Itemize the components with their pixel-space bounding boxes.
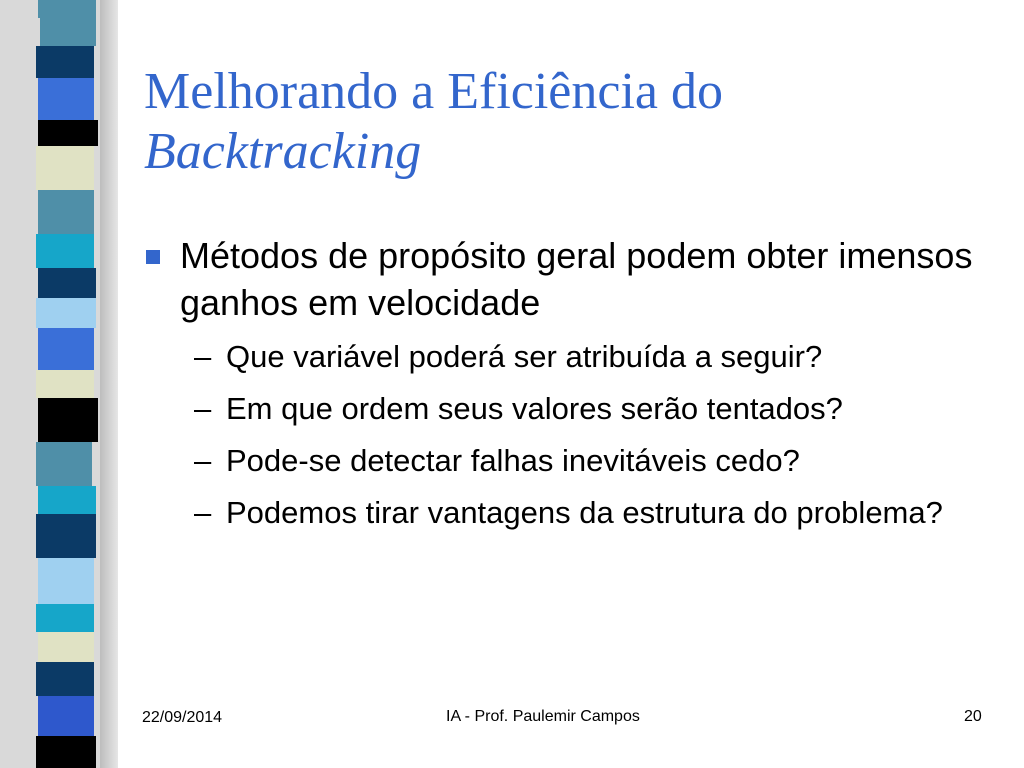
- stripe-block: [36, 662, 94, 696]
- bullet-list: [144, 232, 1014, 544]
- stripe-block: [38, 398, 98, 442]
- stripe-block: [36, 146, 94, 190]
- slide-title-line1: Melhorando a Eficiência do: [144, 63, 723, 120]
- stripe-block: [38, 696, 94, 736]
- dash-marker: –: [194, 391, 212, 426]
- dash-marker: –: [194, 339, 212, 374]
- sub-bullet-text: Podemos tirar vantagens da estrutura do problema?: [226, 495, 943, 530]
- dash-marker: –: [194, 443, 212, 478]
- slide-title-line2: Backtracking: [144, 123, 422, 180]
- sub-bullet-text: Em que ordem seus valores serão tentados?: [226, 391, 843, 426]
- stripe-block: [36, 736, 96, 768]
- stripe-block: [38, 558, 94, 604]
- sub-bullet-item: [144, 336, 1014, 377]
- stripe-block: [38, 0, 96, 18]
- sub-bullet-item: [144, 388, 1014, 429]
- stripe-block: [36, 604, 94, 632]
- stripe-block: [36, 234, 94, 268]
- decorative-stripe: [0, 0, 118, 768]
- dash-marker: –: [194, 495, 212, 530]
- square-bullet-icon: [146, 250, 160, 264]
- stripe-block: [36, 298, 96, 328]
- stripe-block: [36, 514, 96, 558]
- bullet-text: Métodos de propósito geral podem obter imensos ganhos em velocidade: [180, 235, 973, 323]
- stripe-block: [38, 190, 94, 234]
- footer-page-number: 20: [964, 708, 982, 725]
- footer-author: IA - Prof. Paulemir Campos: [446, 708, 640, 725]
- stripe-block: [36, 370, 94, 398]
- bullet-item: [144, 232, 1014, 326]
- sub-bullet-item: [144, 440, 1014, 481]
- footer-date: 22/09/2014: [142, 709, 223, 726]
- stripe-block: [38, 78, 94, 120]
- stripe-block: [38, 120, 98, 146]
- stripe-block: [38, 632, 94, 662]
- sub-bullet-item: [144, 492, 1014, 533]
- stripe-block: [36, 46, 94, 78]
- stripe-block: [40, 18, 96, 46]
- stripe-block: [38, 328, 94, 370]
- sub-bullet-text: Que variável poderá ser atribuída a seguir?: [226, 339, 823, 374]
- stripe-block: [38, 268, 96, 298]
- stripe-block: [38, 486, 96, 514]
- stripe-block: [36, 442, 92, 486]
- sub-bullet-text: Pode-se detectar falhas inevitáveis cedo?: [226, 443, 800, 478]
- slide-title: [144, 62, 1004, 182]
